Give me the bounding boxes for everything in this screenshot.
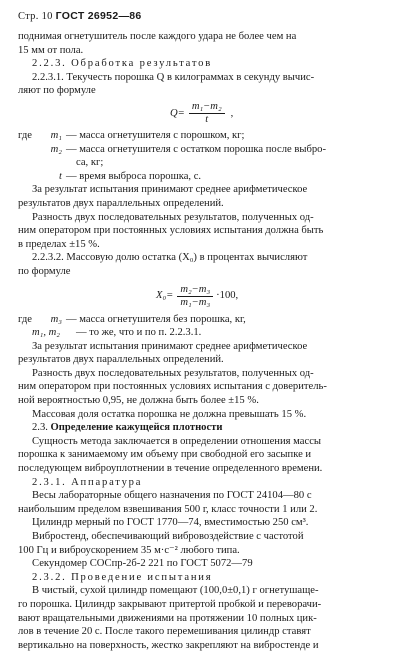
- text-line: Массовая доля остатка порошка не должна превышать 15 %.: [32, 408, 307, 420]
- definition-text: — время выброса порошка, с.: [66, 170, 202, 182]
- text-line: ним оператором при постоянных условиях испытания должна быть: [18, 225, 324, 237]
- text-line: 100 Гц и виброускорением 35 м·с⁻² любого типа.: [18, 544, 240, 556]
- definition-t: [18, 170, 402, 184]
- text-line: Цилиндр мерный по ГОСТ 1770—74, вместимостью 250 см³.: [32, 517, 309, 529]
- definition-symbol: m₂: [50, 143, 62, 155]
- section-heading-2-2-3: 2.2.3. Обработка результатов: [32, 58, 213, 70]
- definition-m2: [18, 143, 402, 157]
- text-line: 15 мм от пола.: [18, 44, 84, 56]
- formula-residue: [18, 284, 402, 309]
- text-line: Секундомер СОСпр-2б-2 221 по ГОСТ 5072—79: [32, 558, 253, 570]
- text-line: вертикально на поверхность, жестко закрепляют на вибростенде и: [18, 639, 319, 651]
- text-line: Вибростенд, обеспечивающий вибровоздействие с частотой: [32, 531, 304, 542]
- text-line: Разность двух последовательных результатов, полученных од-: [32, 367, 314, 379]
- formula-tail: ,: [230, 107, 234, 119]
- document-body: [18, 30, 402, 652]
- text-line: результатов двух параллельных определений.: [18, 354, 224, 366]
- definition-text: — то же, что и по п. 2.2.3.1.: [76, 327, 202, 339]
- formula-denominator: t: [205, 113, 209, 125]
- text-line: 2.2.3.2. Массовую долю остатка (X₀) в процентах вычисляют: [32, 252, 308, 264]
- text-line: За результат испытания принимают среднее арифметическое: [32, 184, 308, 196]
- definition-text: — масса огнетушителя с порошком, кг;: [66, 129, 245, 141]
- where-word: где: [18, 313, 32, 325]
- formula-numerator: m₁−m₂: [189, 101, 225, 114]
- formula-fraction: [177, 284, 213, 309]
- formula-denominator: m₁−m₃: [180, 296, 211, 308]
- text-line: ним оператором при постоянных условиях испытания с доверитель-: [18, 381, 327, 393]
- definition-symbol: t: [59, 170, 62, 182]
- section-heading-2-3: [18, 421, 402, 435]
- text-line: Разность двух последовательных результатов, полученных од-: [32, 211, 314, 223]
- definition-text: — масса огнетушителя с остатком порошка после выбро-: [66, 143, 326, 155]
- definition-symbol: m₃: [50, 313, 62, 325]
- page-header: [18, 10, 142, 24]
- standard-code: ГОСТ 26952—86: [55, 10, 142, 22]
- section-number: 2.3.: [32, 422, 48, 434]
- text-line: лов в течение 20 с. После такого перемешивания цилиндр ставят: [18, 626, 311, 638]
- definition-symbol: m₁, m₂: [32, 327, 60, 339]
- text-line: ной вероятностью 0,95, не должна быть более ±15 %.: [18, 395, 259, 407]
- section-heading-2-3-1: 2.3.1. Аппаратура: [32, 476, 143, 488]
- text-line: За результат испытания принимают среднее арифметическое: [32, 340, 308, 352]
- formula-flow-rate: [18, 101, 402, 126]
- formula-numerator: m₂−m₃: [177, 284, 213, 297]
- definition-text: — масса огнетушителя без порошка, кг,: [66, 313, 246, 325]
- text-line: поднимая огнетушитель после каждого удара не более чем на: [18, 31, 297, 42]
- text-line: В чистый, сухой цилиндр помещают (100,0±0,1) г огнетушаще-: [32, 585, 319, 597]
- formula-tail: ·100,: [216, 290, 239, 302]
- where-word: где: [18, 129, 32, 141]
- formula-lhs: Q=: [170, 107, 185, 119]
- formula-fraction: [189, 101, 225, 126]
- text-line: в пределах ±15 %.: [18, 238, 100, 250]
- text-line: последующем виброуплотнении в течение определенного времени.: [18, 463, 323, 475]
- text-line: наибольшим пределом взвешивания 500 г, класс точности 1 или 2.: [18, 503, 318, 515]
- text-line: Сущность метода заключается в определении отношения массы: [32, 435, 322, 447]
- definition-m1-m2: [18, 326, 402, 340]
- formula-lhs: X₀=: [156, 290, 174, 302]
- text-line: вают вращательными движениями на протяжении 10 полных цик-: [18, 612, 317, 624]
- text-line: по формуле: [18, 265, 71, 277]
- text-line: са, кг;: [76, 157, 104, 169]
- page-number: Стр. 10: [18, 11, 53, 22]
- text-line: ляют по формуле: [18, 85, 96, 97]
- text-line: 2.2.3.1. Текучесть порошка Q в килограммах в секунду вычис-: [32, 71, 315, 83]
- text-line: Весы лабораторные общего назначения по ГОСТ 24104—80 с: [32, 490, 312, 502]
- text-line: порошка к занимаемому им объему при свободной его засыпке и: [18, 449, 312, 461]
- definition-m3: [18, 313, 402, 327]
- text-line: результатов двух параллельных определений.: [18, 197, 224, 209]
- section-heading-2-3-2: 2.3.2. Проведение испытания: [32, 571, 213, 583]
- text-line: го порошка. Цилиндр закрывают притертой пробкой и переворачи-: [18, 598, 322, 610]
- definition-symbol: m₁: [50, 129, 62, 141]
- definition-m1: [18, 129, 402, 143]
- section-title: Определение кажущейся плотности: [50, 422, 223, 434]
